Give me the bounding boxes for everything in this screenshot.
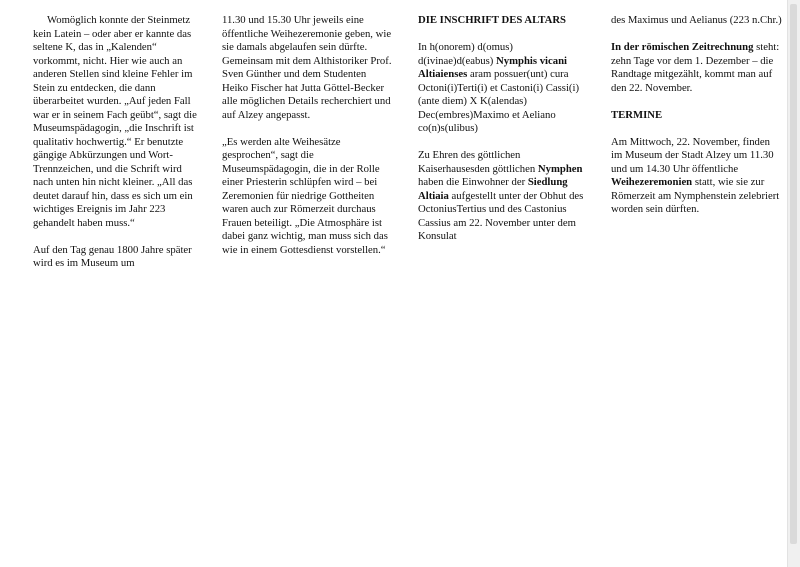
- inscription-latin: [418, 41, 588, 136]
- vertical-scrollbar[interactable]: [787, 0, 800, 567]
- translation-text: haben die Einwohner der: [418, 176, 528, 188]
- paragraph: „Es werden alte Weihesätze gesprochen“, sagt die Museumspädagogin, die in der Rolle einer Priesterin schlüpfen wird – bei Zeremonien für niedrige Gottheiten waren auch zur Römerzeit durchaus Frauen beteiligt. „Die Atmosphäre ist dabei ganz wichtig, man muss sich das wie in einem Gottesdienst vorstellen.“: [222, 135, 388, 256]
- paragraph: 11.30 und 15.30 Uhr jeweils eine öffentliche Weihezeremonie geben, wie sie damals abgelaufen sein dürfte. Gemeinsam mit dem Althistoriker Prof. Sven Günther und dem Studenten Heiko Fischer hat Jutta Göttel-Becker alle möglichen Details recherchiert und auf Alzey angepasst.: [222, 14, 392, 121]
- roman-calendar-heading: In der römischen Zeitrechnung: [611, 41, 754, 53]
- roman-calendar-note: [611, 41, 783, 95]
- scrollbar-thumb[interactable]: [790, 4, 797, 544]
- section-heading-termine: TERMINE: [611, 108, 663, 121]
- inscription-bold-text: Nymphis vicani Altiaienses: [418, 54, 568, 80]
- roman-calendar-text: steht: zehn Tage vor dem 1. Dezember – die Randtage mitgezählt, kommt man auf den 22. November.: [611, 41, 780, 94]
- paragraph: Womöglich konnte der Steinmetz kein Latein – oder aber er kannte das seltene K, das in „Kalenden“ vorkommt, nicht. Hier wie auch an anderen Stellen sind kleine Fehler im Stein zu entdecken, die dann überarbeitet wurden. „Auf jeden Fall war er in seinem Fach geübt“, sagt die Museumspädagogin, „die Inschrift ist qualitativ hochwertig.“ Er benutzte gängige Abkürzungen und Wort-Trennzeichen, und die Schrift wird nach unten hin nicht kleiner. „All das deutet darauf hin, dass es sich um ein wichtiges Ereignis im Jahr 223 gehandelt haben muss.“: [33, 14, 197, 229]
- termine-text-part: statt, wie sie zur Römerzeit am Nymphenstein zelebriert worden sein dürften.: [611, 176, 780, 215]
- termine-text-part: Am Mittwoch, 22. November, finden im Museum der Stadt Alzey um 11.30 und um 14.30 Uhr öffentliche: [611, 135, 774, 175]
- translation-text: Zu Ehren des göttlichen Kaiserhausesden göttlichen: [418, 149, 538, 175]
- termine-bold-text: Weihezeremonien: [611, 176, 693, 188]
- inscription-text: In h(onorem) d(omus) d(ivinae)d(eabus): [418, 41, 513, 67]
- paragraph: des Maximus und Aelianus (223 n.Chr.): [611, 14, 782, 26]
- inscription-translation: [418, 149, 588, 244]
- article-column-2: [222, 14, 392, 271]
- translation-bold-text: Siedlung Altiaia: [418, 176, 568, 202]
- article-column-1: [33, 14, 203, 284]
- translation-text: aufgestellt unter der Obhut des OctoniusTertius und des Castonius Cassius am 22. November unter dem Konsulat: [418, 189, 584, 242]
- paragraph: Auf den Tag genau 1800 Jahre später wird es im Museum um: [33, 243, 192, 269]
- inscription-text: aram possuer(unt) cura Octoni(i)Terti(i) et Castoni(i) Cassi(i) (ante diem) X K(alendas) Dec(embres)Maximo et Aeliano co(n)s(ulibus): [418, 68, 580, 134]
- article-column-4: [611, 14, 783, 230]
- termine-text: [611, 136, 783, 217]
- article-column-3: [418, 14, 588, 257]
- section-heading-inscription: DIE INSCHRIFT DES ALTARS: [418, 14, 566, 26]
- translation-bold-text: Nymphen: [537, 162, 583, 175]
